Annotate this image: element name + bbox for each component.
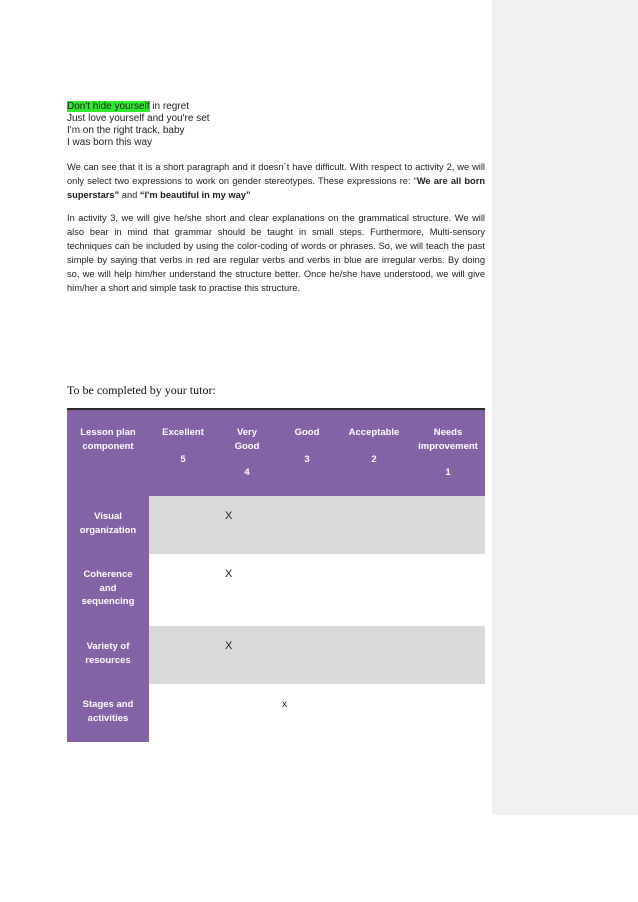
header-acceptable: Acceptable 2 bbox=[348, 427, 400, 465]
rubric-row-variety bbox=[67, 626, 485, 684]
rating-mark: X bbox=[225, 640, 233, 652]
rubric-row-visual bbox=[67, 496, 485, 554]
header-good: Good 3 bbox=[294, 427, 320, 465]
lyrics-line-1: Don't hide yourself in regret bbox=[67, 101, 189, 112]
paragraph-activity-3: In activity 3, we will give he/she short and clear explanations on the grammatical structure. We will also bear in mind that grammar should be taught in small steps. Furthermore, Multi-sensory techniques can be included by using the color-coding of words or phrases. So, we will teach the past simple by saying that verbs in red are regular verbs and verbs in blue are irregular verbs. By doing so, we will help him/her understand the structure better. Once he/she have understood, we will give him/her a short and simple task to practise this structure. bbox=[67, 213, 485, 293]
highlighted-text: Don't hide yourself bbox=[67, 101, 150, 112]
bold-expression-1: We are all born superstars” bbox=[67, 176, 486, 200]
rubric-header-row bbox=[67, 408, 485, 496]
lyrics-block bbox=[67, 101, 210, 149]
rubric-row-stages bbox=[67, 684, 485, 742]
row-label: Visual organization bbox=[67, 496, 149, 554]
lyrics-line-3: I'm on the right track, baby bbox=[67, 125, 185, 136]
row-label: Variety of resources bbox=[67, 626, 149, 684]
header-needs-improvement: Needs improvement 1 bbox=[418, 427, 478, 478]
tutor-heading: To be completed by your tutor: bbox=[67, 383, 216, 397]
row-label: Stages and activities bbox=[67, 684, 149, 742]
header-component: Lesson plan component bbox=[80, 427, 136, 452]
rating-mark: X bbox=[225, 510, 233, 522]
bold-expression-2: “I'm beautiful in my way” bbox=[139, 190, 251, 200]
rubric-table bbox=[67, 408, 485, 742]
header-excellent: Excellent 5 bbox=[162, 427, 204, 465]
paragraph-expressions: We can see that it is a short paragraph and it doesn´t have difficult. With respect to activity 2, we will only select two expressions to work on gender stereotypes. These expressions re: “We are all born superstars” and “I'm beautiful in my way” bbox=[67, 162, 486, 200]
rating-mark: x bbox=[282, 699, 287, 710]
row-label: Coherence and sequencing bbox=[67, 554, 149, 626]
lyrics-line-4: I was born this way bbox=[67, 137, 153, 148]
header-very-good: Very Good 4 bbox=[234, 427, 260, 478]
comment-pane bbox=[492, 0, 638, 815]
lyrics-line-2: Just love yourself and you're set bbox=[67, 113, 210, 124]
rubric-row-coherence bbox=[67, 554, 485, 626]
rating-mark: X bbox=[225, 568, 233, 580]
